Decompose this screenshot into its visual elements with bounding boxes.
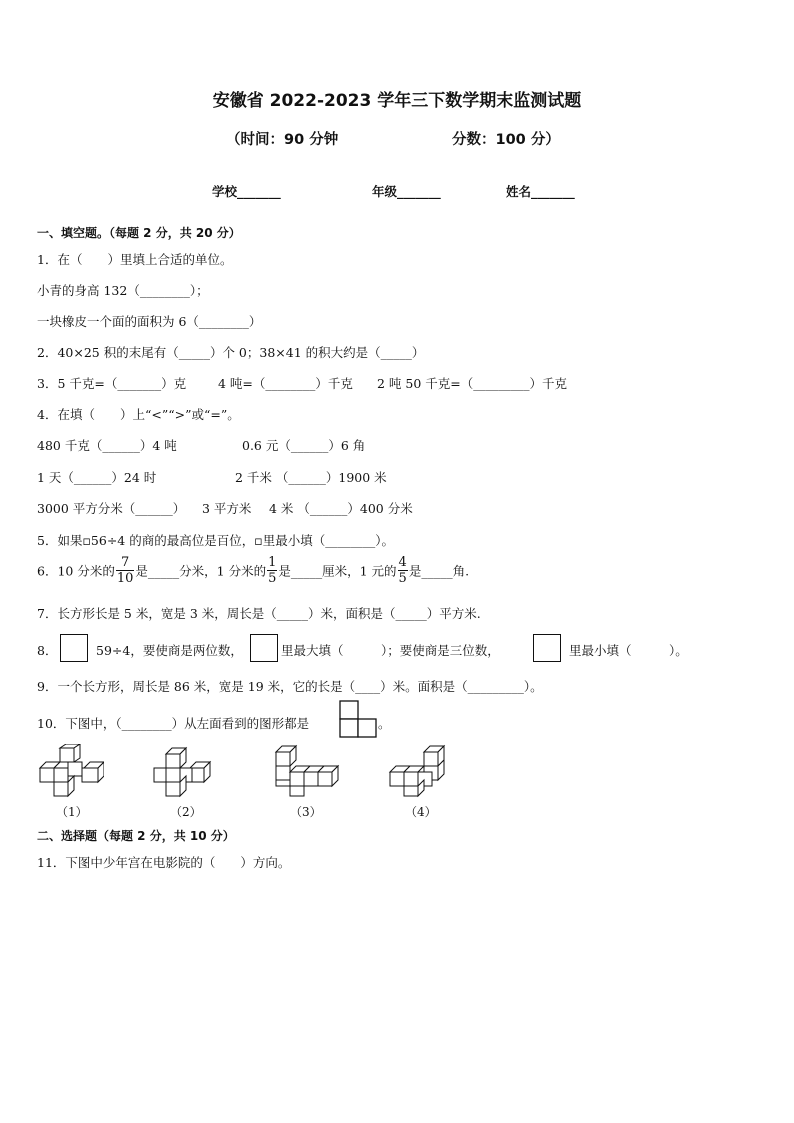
question-6-part-3: 是_____厘米，1 元的 <box>278 563 397 579</box>
fraction-denominator: 5 <box>398 571 407 586</box>
figure-caption: （1） <box>56 805 88 819</box>
question-10-end: 。 <box>378 716 391 731</box>
cube-figure-3 <box>272 744 340 800</box>
school-field: 学校_______ <box>212 184 281 199</box>
question-8-a: 59÷4，要使商是两位数， <box>96 643 243 658</box>
fraction-one-fifth <box>267 556 277 585</box>
question-3-a: 3．5 千克=（_______）克 <box>37 376 187 391</box>
question-10-text: 10．下图中，（________）从左面看到的图形都是 <box>37 716 310 731</box>
question-8-c: 里最小填（ ）。 <box>569 643 688 658</box>
question-9: 9．一个长方形，周长是 86 米，宽是 19 米，它的长是（____）米。面积是（_________）。 <box>37 679 543 694</box>
cube-figure-2 <box>152 744 220 800</box>
question-4-row3-c: 4 米 （______）400 分米 <box>269 501 413 516</box>
grade-field: 年级_______ <box>372 184 441 199</box>
question-3-c: 2 吨 50 千克=（_________）千克 <box>377 376 568 391</box>
answer-box <box>250 634 278 662</box>
cube-figure-4 <box>386 744 454 800</box>
question-2: 2．40×25 积的末尾有（_____）个 0；38×41 的积大约是（_____） <box>37 345 425 360</box>
answer-box <box>533 634 561 662</box>
section-2-heading: 二、选择题（每题 2 分，共 10 分） <box>37 829 235 843</box>
question-5: 5．如果▫56÷4 的商的最高位是百位，▫里最小填（________）。 <box>37 533 394 548</box>
section-1-heading: 一、填空题。（每题 2 分，共 20 分） <box>37 226 241 240</box>
question-4-row2-b: 2 千米 （______）1900 米 <box>235 470 387 485</box>
question-4-row3-b: 3 平方米 <box>202 501 252 516</box>
question-11: 11．下图中少年宫在电影院的（ ）方向。 <box>37 855 291 870</box>
cube-figure-1 <box>36 744 104 800</box>
fraction-numerator: 7 <box>116 556 135 571</box>
figure-caption: （3） <box>290 805 322 819</box>
question-4-row3-a: 3000 平方分米（______） <box>37 501 186 516</box>
question-6-part-2: 是_____分米，1 分米的 <box>135 563 267 579</box>
fraction-four-fifths <box>398 556 408 585</box>
question-4-stem: 4．在填（ ）上“<”“>”或“=”。 <box>37 407 240 422</box>
name-field: 姓名_______ <box>506 184 575 199</box>
exam-time: （时间：90 分钟 <box>226 132 339 148</box>
question-1-b: 一块橡皮一个面的面积为 6（________） <box>37 314 262 329</box>
fraction-numerator: 4 <box>398 555 407 570</box>
question-8-b: 里最大填（ ）；要使商是三位数， <box>281 643 500 658</box>
question-6 <box>37 556 469 585</box>
figure-caption: （4） <box>405 805 437 819</box>
question-4-row1-b: 0.6 元（______）6 角 <box>242 438 366 453</box>
exam-score: 分数：100 分） <box>452 132 560 148</box>
question-1-stem: 1．在（ ）里填上合适的单位。 <box>37 252 233 267</box>
question-8-number: 8． <box>37 643 58 658</box>
fraction-seven-tenths <box>116 556 135 585</box>
fraction-denominator: 5 <box>268 571 277 586</box>
answer-box <box>60 634 88 662</box>
question-3-b: 4 吨=（________）千克 <box>218 376 353 391</box>
question-6-part-1: 6．10 分米的 <box>37 563 115 579</box>
page-title: 安徽省 2022-2023 学年三下数学期末监测试题 <box>212 91 582 111</box>
question-4-row2-a: 1 天（______）24 时 <box>37 470 157 485</box>
fraction-denominator: 10 <box>116 571 134 586</box>
question-4-row1-a: 480 千克（______）4 吨 <box>37 438 177 453</box>
figure-caption: （2） <box>170 805 202 819</box>
question-7: 7．长方形长是 5 米，宽是 3 米，周长是（_____）米，面积是（_____）平方米. <box>37 606 481 621</box>
fraction-numerator: 1 <box>268 555 277 570</box>
question-6-part-4: 是_____角. <box>408 563 470 579</box>
question-1-a: 小青的身高 132（________）； <box>37 283 209 298</box>
left-view-shape <box>339 700 379 740</box>
